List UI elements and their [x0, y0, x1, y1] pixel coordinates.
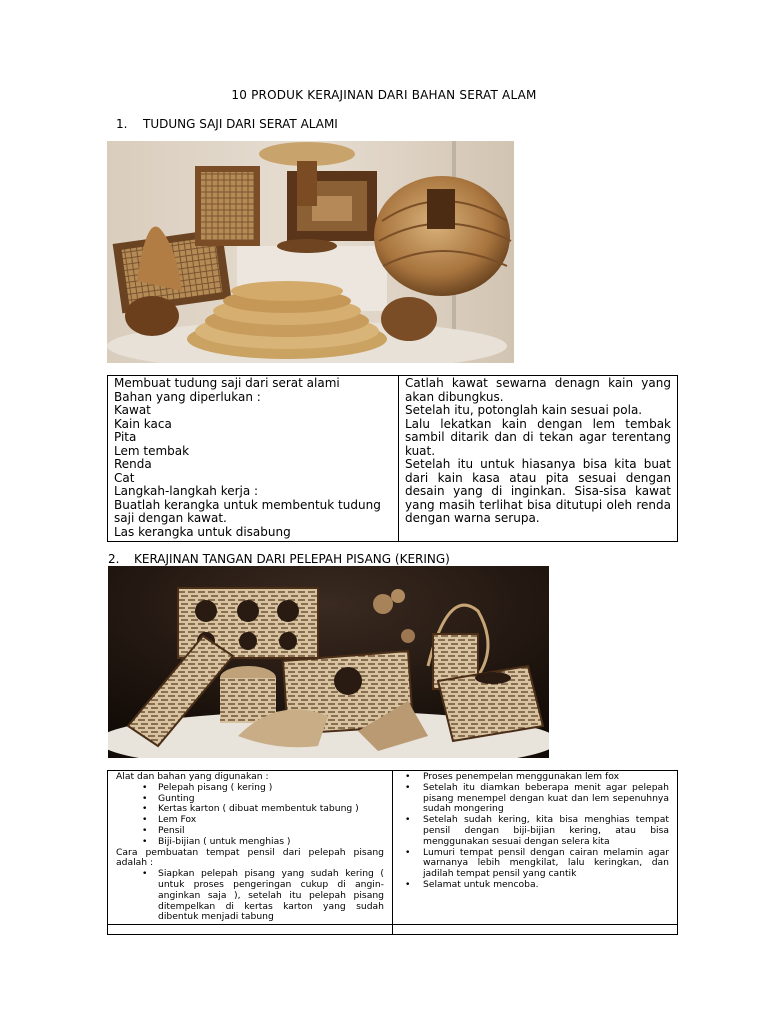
material-item: Pita: [114, 430, 137, 444]
step-paragraph: Setelah itu untuk hiasanya bisa kita buat dari kain kasa atau pita sesuai dengan desain yang di inginkan. Sisa-sisa kawat yang masih terlihat bisa ditutupi oleh renda dengan warna serupa.: [405, 457, 671, 525]
list-item: • Kertas karton ( dibuat membentuk tabung ): [116, 804, 384, 815]
list-item: • Selamat untuk mencoba.: [401, 880, 669, 891]
pelepah-pisang-photo: [108, 566, 549, 758]
document-title: 10 PRODUK KERAJINAN DARI BAHAN SERAT ALAM: [231, 88, 537, 102]
text-line: Membuat tudung saji dari serat alami: [114, 376, 340, 390]
section-1-heading: TUDUNG SAJI DARI SERAT ALAMI: [143, 117, 338, 131]
tudung-saji-materials-cell: [108, 376, 399, 542]
steps-list-right: [401, 772, 669, 891]
list-item: • Biji-bijian ( untuk menghias ): [116, 837, 384, 848]
material-item: Renda: [114, 457, 152, 471]
section-2-heading: KERAJINAN TANGAN DARI PELEPAH PISANG (KERING): [134, 552, 450, 566]
list-item: • Proses penempelan menggunakan lem fox: [401, 772, 669, 783]
tudung-saji-steps-cell: [399, 376, 678, 542]
empty-cell: [108, 925, 393, 935]
pelepah-pisang-materials-cell: [108, 771, 393, 925]
step-text: Las kerangka untuk disabung: [114, 524, 291, 539]
text-line: Langkah-langkah kerja :: [114, 484, 259, 498]
pelepah-pisang-steps-cell: [393, 771, 678, 925]
material-item: Lem tembak: [114, 443, 190, 458]
list-item: • Setelah itu diamkan beberapa menit agar pelepah pisang menempel dengan kuat dan lem sepenuhnya sudah mongering: [401, 783, 669, 815]
list-item: • Gunting: [116, 794, 384, 805]
steps-list-left: [116, 869, 384, 923]
text-line: Bahan yang diperlukan :: [114, 389, 261, 404]
step-paragraph: Catlah kawat sewarna denagn kain yang akan dibungkus.: [405, 376, 671, 404]
list-item: • Pelepah pisang ( kering ): [116, 783, 384, 794]
list-item: • Pensil: [116, 826, 384, 837]
list-item: • Siapkan pelepah pisang yang sudah kering ( untuk proses pengeringan cukup di angin-anginkan saja ), setelah itu pelepah pisang ditempelkan di kertas karton yang sudah dibentuk menjadi tabung: [116, 869, 384, 923]
materials-intro: Alat dan bahan yang digunakan :: [116, 771, 269, 782]
pelepah-pisang-table: [107, 770, 678, 935]
tudung-saji-photo: [107, 141, 514, 363]
step-paragraph: Setelah itu, potonglah kain sesuai pola.: [405, 403, 643, 417]
list-item: • Lem Fox: [116, 815, 384, 826]
section-2-number: 2.: [108, 552, 120, 566]
material-item: Kawat: [114, 403, 151, 417]
tudung-saji-table: [107, 375, 678, 542]
method-intro: Cara pembuatan tempat pensil dari pelepah pisang adalah :: [116, 846, 384, 869]
empty-cell: [393, 925, 678, 935]
materials-list: [116, 783, 384, 848]
list-item: • Setelah sudah kering, kita bisa menghias tempat pensil dengan biji-bijian kering, atau bisa menggunakan sesuai dengan selera kita: [401, 815, 669, 847]
material-item: Kain kaca: [114, 416, 172, 431]
material-item: Cat: [114, 470, 135, 485]
step-paragraph: Lalu lekatkan kain dengan lem tembak sambil ditarik dan di tekan agar terentang kuat.: [405, 416, 671, 458]
step-text: Buatlah kerangka untuk membentuk tudung saji dengan kawat.: [114, 497, 381, 525]
list-item: • Lumuri tempat pensil dengan cairan melamin agar warnanya lebih mengkilat, lalu keringkan, dan jadilah tempat pensil yang cantik: [401, 848, 669, 880]
section-1-number: 1.: [116, 117, 128, 131]
